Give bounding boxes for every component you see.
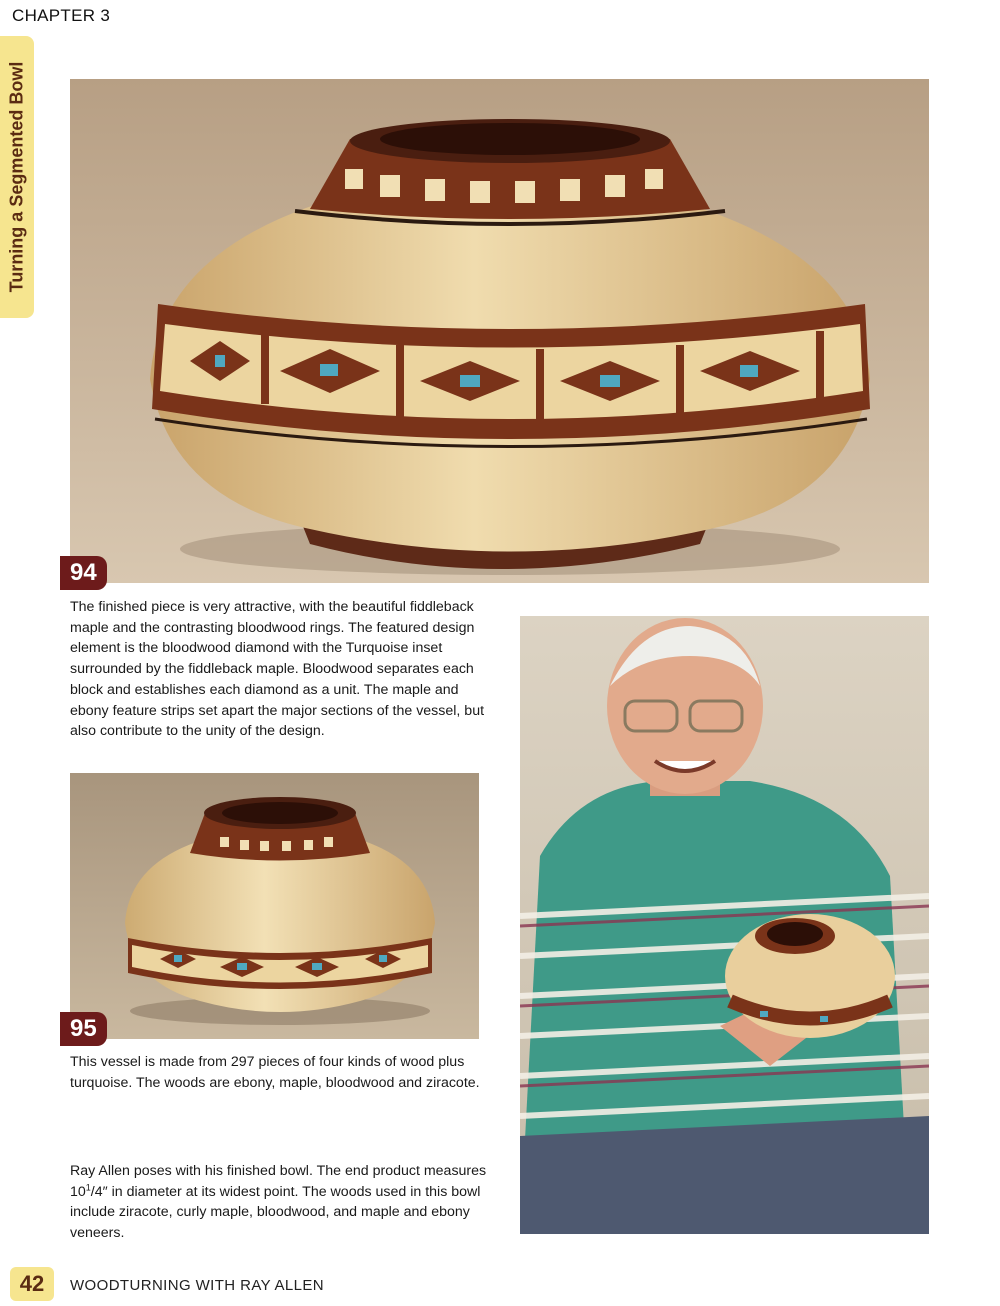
photo-segmented-bowl-small xyxy=(70,773,479,1039)
figure-number-94: 94 xyxy=(60,556,107,590)
section-tab-label: Turning a Segmented Bowl xyxy=(6,61,27,293)
fraction-numerator: 1 xyxy=(85,1181,91,1192)
caption-figure-94: The finished piece is very attractive, with the beautiful fiddleback maple and the contrasting bloodwood rings. The featured design element is the bloodwood diamond with the Turquoise inset surrounded by the fiddleback maple. Bloodwood separates each block and establishes each diamond as a unit. The maple and ebony feature strips set apart the major sections of the vessel, but also contribute to the unity of the design. xyxy=(70,599,485,740)
caption-figure-95: This vessel is made from 297 pieces of four kinds of wood plus turquoise. The woods are ebony, maple, bloodwood and ziracote. xyxy=(70,1054,480,1091)
photo-ray-allen-with-bowl xyxy=(520,616,929,1234)
figure-number-95: 95 xyxy=(60,1012,107,1046)
caption-ray-allen-part1: Ray Allen poses with his finished bowl. The end product measures 10 xyxy=(70,1163,487,1200)
page-number: 42 xyxy=(10,1267,54,1301)
running-footer-title: WOODTURNING WITH RAY ALLEN xyxy=(70,1277,325,1294)
caption-ray-allen-part2: in diameter at its widest point. The woods used in this bowl include ziracote, curly maple, bloodwood, and maple and ebony veneers. xyxy=(70,1183,481,1242)
chapter-heading: CHAPTER 3 xyxy=(12,6,111,25)
fraction-denominator: /4″ xyxy=(90,1183,108,1200)
section-tab xyxy=(0,36,34,318)
caption-ray-allen xyxy=(70,1161,490,1244)
photo-segmented-bowl-large xyxy=(70,79,929,583)
